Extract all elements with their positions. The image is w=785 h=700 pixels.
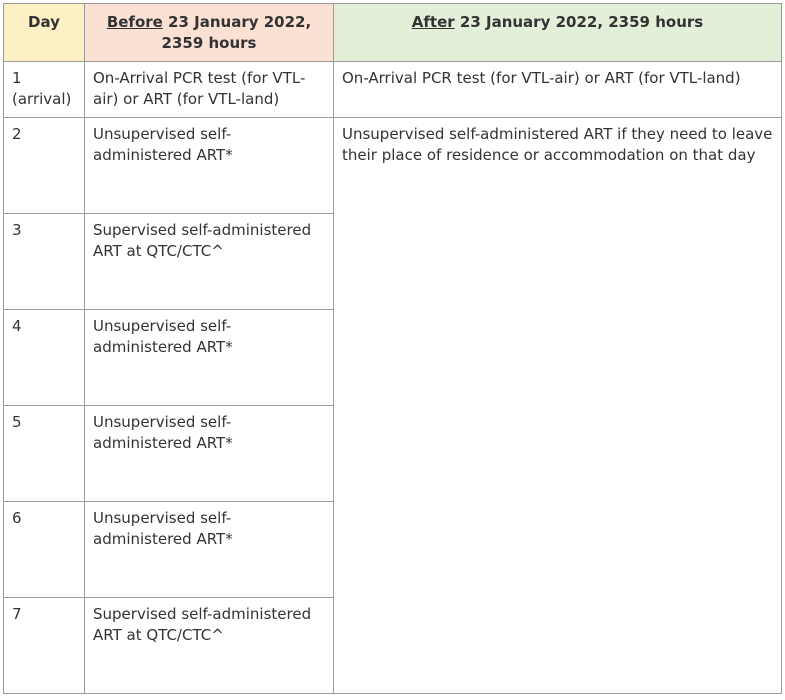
testing-schedule-table — [3, 3, 782, 694]
day-cell: 7 — [4, 598, 85, 694]
table-row — [4, 118, 782, 214]
day-cell: 5 — [4, 406, 85, 502]
header-day: Day — [4, 4, 85, 62]
before-cell: Unsupervised self-administered ART* — [85, 502, 334, 598]
header-before-date: 23 January 2022, 2359 hours — [161, 13, 312, 52]
after-cell-merged: Unsupervised self-administered ART if they need to leave their place of residence or accommodation on that day — [334, 118, 782, 694]
header-after — [334, 4, 782, 62]
day-cell: 2 — [4, 118, 85, 214]
header-before — [85, 4, 334, 62]
header-after-keyword: After — [411, 13, 455, 31]
before-cell: Supervised self-administered ART at QTC/CTC^ — [85, 214, 334, 310]
day-cell: 4 — [4, 310, 85, 406]
header-row — [4, 4, 782, 62]
before-cell: Unsupervised self-administered ART* — [85, 406, 334, 502]
before-cell: Unsupervised self-administered ART* — [85, 310, 334, 406]
table-row — [4, 62, 782, 118]
day-cell: 1 (arrival) — [4, 62, 85, 118]
before-cell: Unsupervised self-administered ART* — [85, 118, 334, 214]
header-after-date: 23 January 2022, 2359 hours — [454, 13, 704, 31]
header-before-keyword: Before — [106, 13, 163, 31]
testing-schedule-table-wrapper — [3, 3, 782, 694]
after-cell: On-Arrival PCR test (for VTL-air) or ART (for VTL-land) — [334, 62, 782, 118]
day-cell: 3 — [4, 214, 85, 310]
day-cell: 6 — [4, 502, 85, 598]
before-cell: Supervised self-administered ART at QTC/CTC^ — [85, 598, 334, 694]
before-cell: On-Arrival PCR test (for VTL-air) or ART (for VTL-land) — [85, 62, 334, 118]
